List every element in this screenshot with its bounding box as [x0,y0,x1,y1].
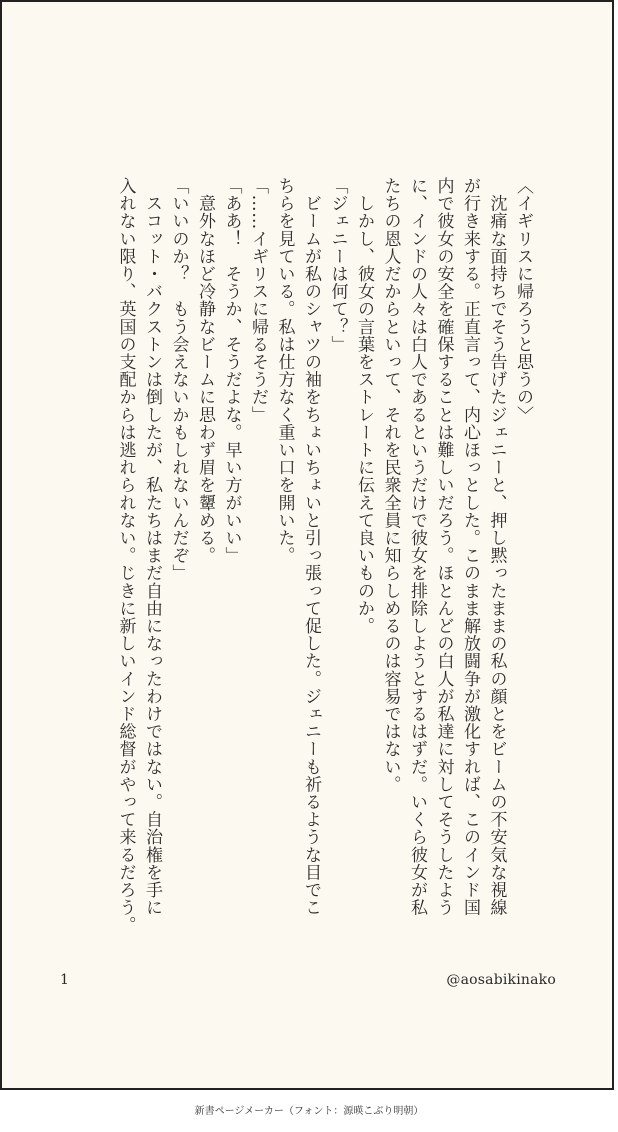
text-line: 入れない限り、英国の支配からは逃れられない。じきに新しいインド総督がやって来るだろう。 [115,177,136,934]
text-line: たちの恩人だからといって、それを民衆全員に知らしめるのは容易ではない。 [380,177,401,793]
text-line: ビームが私のシャツの袖をちょいちょいと引っ張って促した。ジェニーも祈るような目でこ [301,177,321,917]
vertical-body-text [112,177,536,937]
text-line: 「ジェニーは何て？」 [327,177,348,353]
text-line: に、インドの人々は白人であるというだけで彼女を排除しようとするはずだ。いくら彼女が私 [407,177,427,917]
text-line: 〈イギリスに帰ろうと思うの〉 [513,177,533,424]
text-line: 「……イギリスに帰るそうだ」 [248,177,268,424]
author-handle: @aosabikinako [446,972,556,988]
page-number: 1 [60,972,69,988]
text-line: 「ああ！ そうか、そうだよな。早い方がいい」 [221,177,242,565]
text-line: 沈痛な面持ちでそう告げたジェニーと、押し黙ったままの私の顔とをビームの不安気な視線 [486,177,507,917]
text-line: 意外なほど冷静なビームに思わず眉を顰める。 [195,177,215,565]
text-line: ちらを見ている。私は仕方なく重い口を開いた。 [274,177,295,565]
text-line: スコット・バクストンは倒したが、私たちはまだ自由になったわけではない。自治権を手に [142,177,162,917]
generator-credit: 新書ページメーカー（フォント：源暎こぶり明朝） [194,1106,424,1117]
text-line: しかし、彼女の言葉をストレートに伝えて良いものか。 [354,177,374,635]
text-line: 「いいのか？ もう会えないかもしれないんだぞ」 [168,177,189,582]
text-line: 内で彼女の安全を確保することは難しいだろう。ほとんどの白人が私達に対してそうしたよう [433,177,454,917]
text-line: が行き来する。正直言って、内心ほっとした。このまま解放闘争が激化すれば、このインド国 [460,177,480,917]
